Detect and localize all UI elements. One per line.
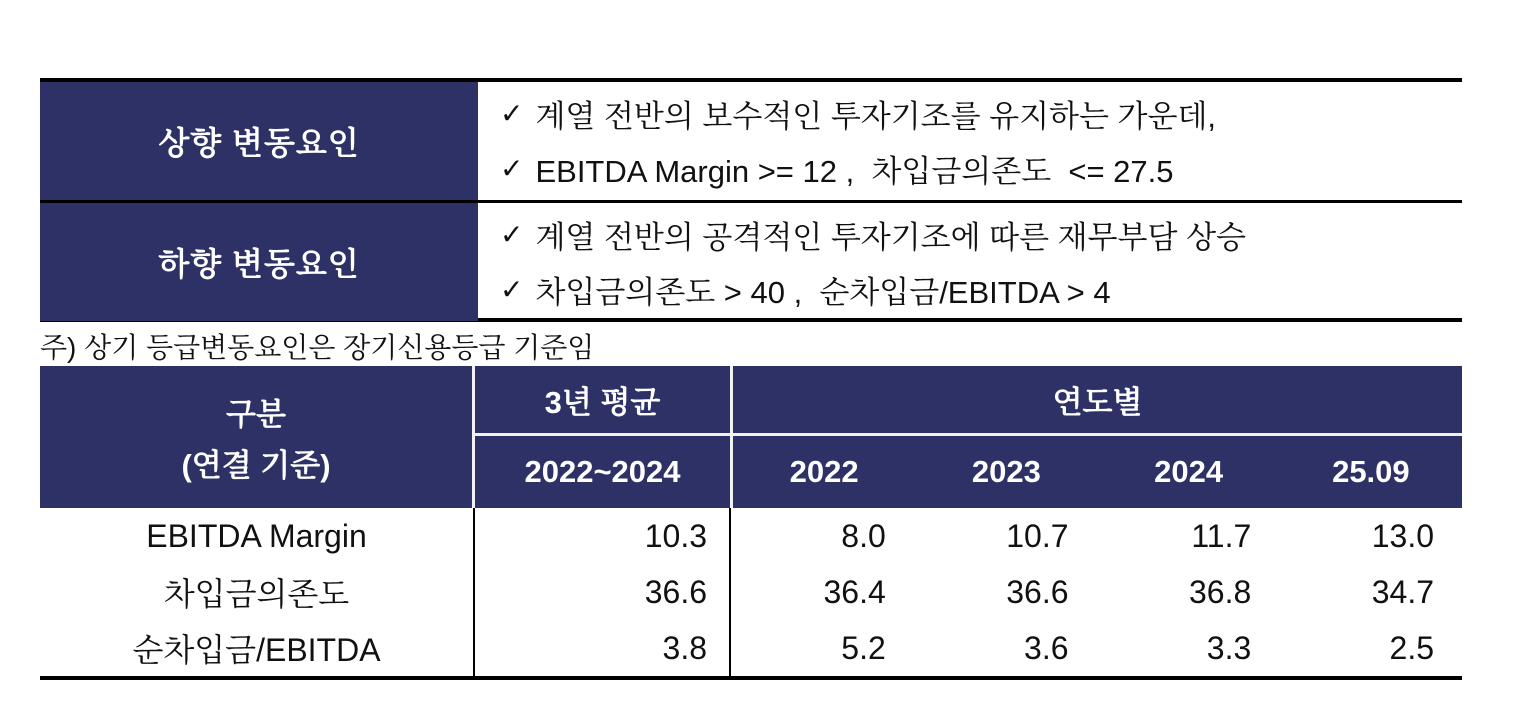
- upward-factor-text-2: EBITDA Margin >= 12 , 차입금의존도 <= 27.5: [535, 153, 1174, 189]
- metric-avg-value: 36.6: [475, 564, 731, 620]
- metric-year-values: [731, 508, 1462, 564]
- downward-factor-text-2: 차입금의존도 > 40 , 순차입금/EBITDA > 4: [535, 274, 1111, 310]
- avg-period-header-cell: [475, 436, 730, 508]
- metric-year-value: 5.2: [841, 629, 886, 666]
- three-year-average-column-header: [475, 366, 733, 508]
- upward-factor-text-1: 계열 전반의 보수적인 투자기조를 유지하는 가운데,: [535, 99, 1217, 135]
- check-icon: ✓: [500, 152, 524, 184]
- upward-factors-label: 상향 변동요인: [158, 125, 360, 161]
- rating-factors-footnote: 주) 상기 등급변동요인은 장기신용등급 기준임: [40, 332, 595, 363]
- metric-year-value: 36.8: [1188, 573, 1252, 610]
- check-icon: ✓: [500, 273, 524, 305]
- year-header-row: [733, 436, 1462, 508]
- downward-factors-label: 하향 변동요인: [158, 246, 360, 282]
- key-metrics-table: [40, 366, 1462, 680]
- metric-year-values: [731, 564, 1462, 620]
- corner-header-line-1: 구분: [226, 397, 286, 432]
- metric-year-value: 11.7: [1191, 517, 1252, 554]
- year-header-2509: 25.09: [1332, 454, 1410, 489]
- yearly-columns-header: [733, 366, 1462, 508]
- table-row-debt-dependence: [40, 564, 1462, 620]
- metric-year-value: 3.6: [1024, 629, 1069, 666]
- metric-year-value: 2.5: [1389, 629, 1434, 666]
- check-icon: ✓: [500, 219, 524, 251]
- corner-header-line-2: (연결 기준): [181, 448, 331, 483]
- downward-factor-text-1: 계열 전반의 공격적인 투자기조에 따른 재무부담 상승: [535, 220, 1246, 256]
- rating-factors-table: [40, 78, 1462, 322]
- downward-factors-row: [40, 203, 1462, 321]
- metric-avg-value: 10.3: [475, 508, 731, 564]
- yearly-group-header-label: 연도별: [1052, 385, 1143, 420]
- upward-factors-content-cell: [478, 82, 1462, 200]
- downward-factors-content-cell: [478, 203, 1462, 321]
- upward-factor-line-2: [500, 146, 1462, 191]
- metric-year-value: 36.6: [1006, 573, 1069, 610]
- metric-avg-value: 3.8: [475, 620, 731, 676]
- upward-factors-header-cell: [40, 82, 478, 200]
- upward-factors-row: [40, 82, 1462, 203]
- table-row-ebitda-margin: [40, 508, 1462, 564]
- metrics-table-header: [40, 366, 1462, 508]
- check-icon: ✓: [500, 98, 524, 130]
- metric-label: 차입금의존도: [40, 564, 475, 620]
- metric-year-value: 34.7: [1371, 573, 1434, 610]
- metric-label: 순차입금/EBITDA: [40, 620, 475, 676]
- avg-group-header-cell: [475, 366, 730, 436]
- metric-label: EBITDA Margin: [40, 508, 475, 564]
- metric-year-values: [731, 620, 1462, 676]
- metric-year-value: 13.0: [1371, 517, 1434, 554]
- metric-year-value: 36.4: [823, 573, 886, 610]
- metrics-table-body: [40, 508, 1462, 676]
- downward-factors-header-cell: [40, 203, 478, 321]
- year-header-2023: 2023: [971, 454, 1041, 489]
- downward-factor-line-1: [500, 212, 1462, 257]
- metric-year-value: 3.3: [1206, 629, 1252, 666]
- metric-year-value: 10.7: [1006, 517, 1069, 554]
- year-header-2024: 2024: [1154, 454, 1224, 489]
- avg-period-header-label: 2022~2024: [524, 454, 681, 489]
- avg-group-header-label: 3년 평균: [544, 385, 661, 420]
- metrics-corner-header-cell: [40, 366, 475, 508]
- table-row-netdebt-ebitda: [40, 620, 1462, 676]
- upward-factor-line-1: [500, 91, 1462, 136]
- downward-factor-line-2: [500, 267, 1462, 312]
- yearly-group-header-cell: [733, 366, 1462, 436]
- year-header-2022: 2022: [789, 454, 859, 489]
- metric-year-value: 8.0: [841, 517, 886, 554]
